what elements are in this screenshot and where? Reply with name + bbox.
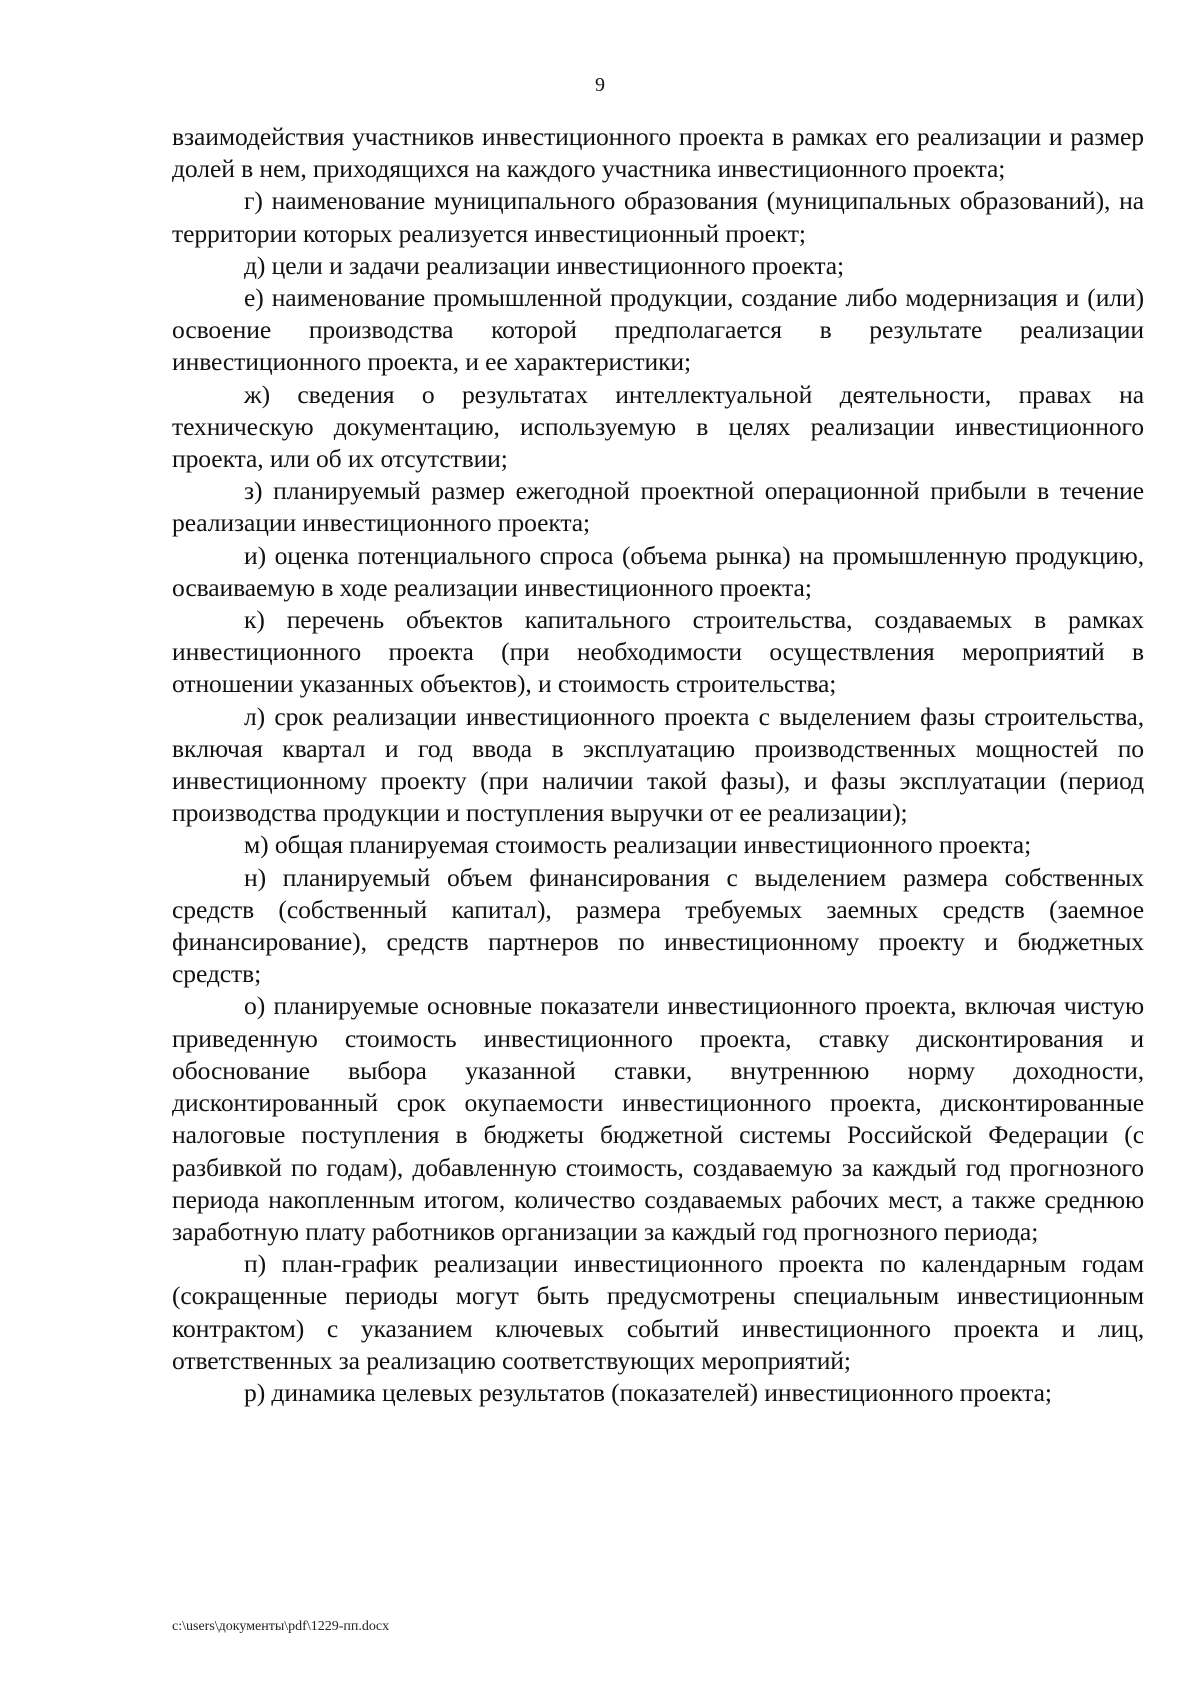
paragraph-item-z: з) планируемый размер ежегодной проектной операционной прибыли в течение реализации инвестиционного проекта; (172, 476, 1144, 538)
paragraph-item-p: п) план-график реализации инвестиционного проекта по календарным годам (сокращенные периоды могут быть предусмотрены специальным инвестиционным контрактом) с указанием ключевых событий инвестиционного проекта и лиц, ответственных за реализацию соответствующих мероприятий; (172, 1249, 1144, 1375)
paragraph-item-i: и) оценка потенциального спроса (объема рынка) на промышленную продукцию, осваиваемую в ходе реализации инвестиционного проекта; (172, 540, 1144, 602)
paragraph-item-l: л) срок реализации инвестиционного проекта с выделением фазы строительства, включая квартал и год ввода в эксплуатацию производственных мощностей по инвестиционному проекту (при наличии такой фазы), и фазы эксплуатации (период производства продукции и поступления выручки от ее реализации); (172, 701, 1144, 828)
paragraph-item-zh: ж) сведения о результатах интеллектуальной деятельности, правах на техническую документацию, используемую в целях реализации инвестиционного проекта, или об их отсутствии; (172, 379, 1144, 474)
paragraph-continuation: взаимодействия участников инвестиционного проекта в рамках его реализации и размер долей в нем, приходящихся на каждого участника инвестиционного проекта; (172, 122, 1144, 184)
paragraph-item-k: к) перечень объектов капитального строительства, создаваемых в рамках инвестиционного проекта (при необходимости осуществления мероприятий в отношении указанных объектов), и стоимость строительства; (172, 605, 1144, 699)
paragraph-item-r: р) динамика целевых результатов (показателей) инвестиционного проекта; (244, 1377, 1052, 1407)
document-body (172, 121, 1144, 1409)
page-number: 9 (595, 74, 605, 96)
paragraph-item-m: м) общая планируемая стоимость реализации инвестиционного проекта; (244, 830, 1032, 860)
paragraph-item-n: н) планируемый объем финансирования с выделением размера собственных средств (собственный капитал), размера требуемых заемных средств (заемное финансирование), средств партнеров по инвестиционному проекту и бюджетных средств; (172, 862, 1144, 989)
footer-file-path: c:\users\документы\pdf\1229-пп.docx (172, 1619, 390, 1634)
paragraph-item-g: г) наименование муниципального образования (муниципальных образований), на территории которых реализуется инвестиционный проект; (172, 186, 1144, 248)
paragraph-item-e: е) наименование промышленной продукции, создание либо модернизация и (или) освоение производства которой предполагается в результате реализации инвестиционного проекта, и ее характеристики; (172, 283, 1144, 377)
paragraph-item-o: о) планируемые основные показатели инвестиционного проекта, включая чистую приведенную стоимость инвестиционного проекта, ставку дисконтирования и обоснование выбора указанной ставки, внутреннюю норму доходности, дисконтированный срок окупаемости инвестиционного проекта, дисконтированные налоговые поступления в бюджеты бюджетной системы Российской Федерации (с разбивкой по годам), добавленную стоимость, создаваемую за каждый год прогнозного периода накопленным итогом, количество создаваемых рабочих мест, а также среднюю заработную плату работников организации за каждый год прогнозного периода; (172, 991, 1144, 1246)
paragraph-item-d: д) цели и задачи реализации инвестиционного проекта; (244, 250, 845, 280)
